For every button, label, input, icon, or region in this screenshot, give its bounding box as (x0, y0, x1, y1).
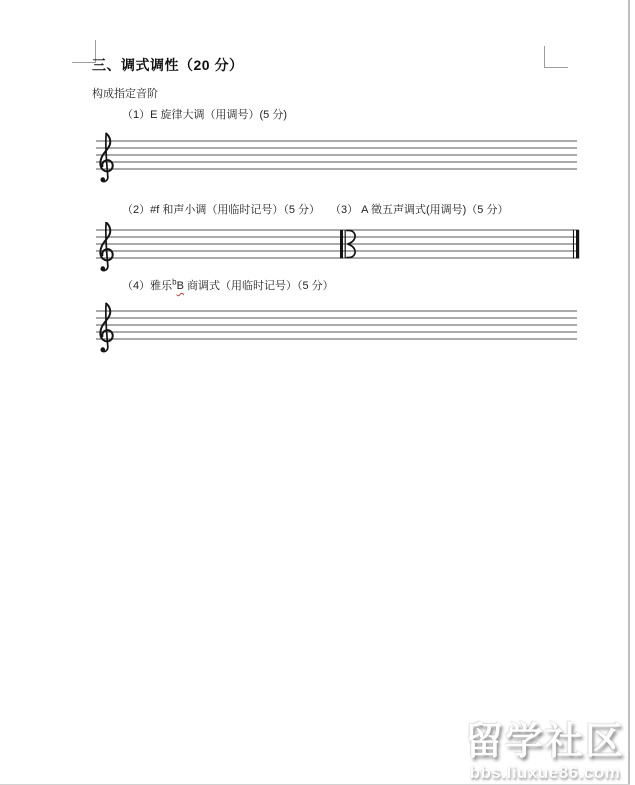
watermark-url: bbs.liuxue86.com (469, 763, 621, 782)
question-2-label: （2）#f 和声小调（用临时记号）（5 分） (122, 204, 321, 216)
instruction-text: 构成指定音阶 (92, 88, 158, 100)
staff-lines (96, 311, 577, 339)
staff-3 (93, 302, 579, 356)
staff-lines (96, 230, 579, 258)
watermark (465, 723, 625, 781)
question-1-label: （1）E 旋律大调（用调号）(5 分) (122, 109, 288, 121)
question-4-prefix: （4）雅乐 (122, 280, 173, 292)
watermark-title: 留学社区 (464, 721, 625, 763)
question-4-label (122, 277, 334, 293)
section-title: 三、调式调性（20 分） (92, 57, 244, 73)
flat-sign: b (172, 277, 177, 287)
staff-1 (93, 132, 579, 186)
spellcheck-underlined-note: B (176, 280, 184, 292)
question-4-suffix: 商调式（用临时记号）（5 分） (183, 280, 334, 292)
page-right-edge (628, 0, 630, 785)
text-boundary-mark-top-right (544, 46, 568, 68)
staff-2 (93, 222, 583, 272)
staff-lines (96, 141, 577, 169)
question-3-label: （3） A 徵五声调式(用调号)（5 分） (330, 204, 509, 216)
